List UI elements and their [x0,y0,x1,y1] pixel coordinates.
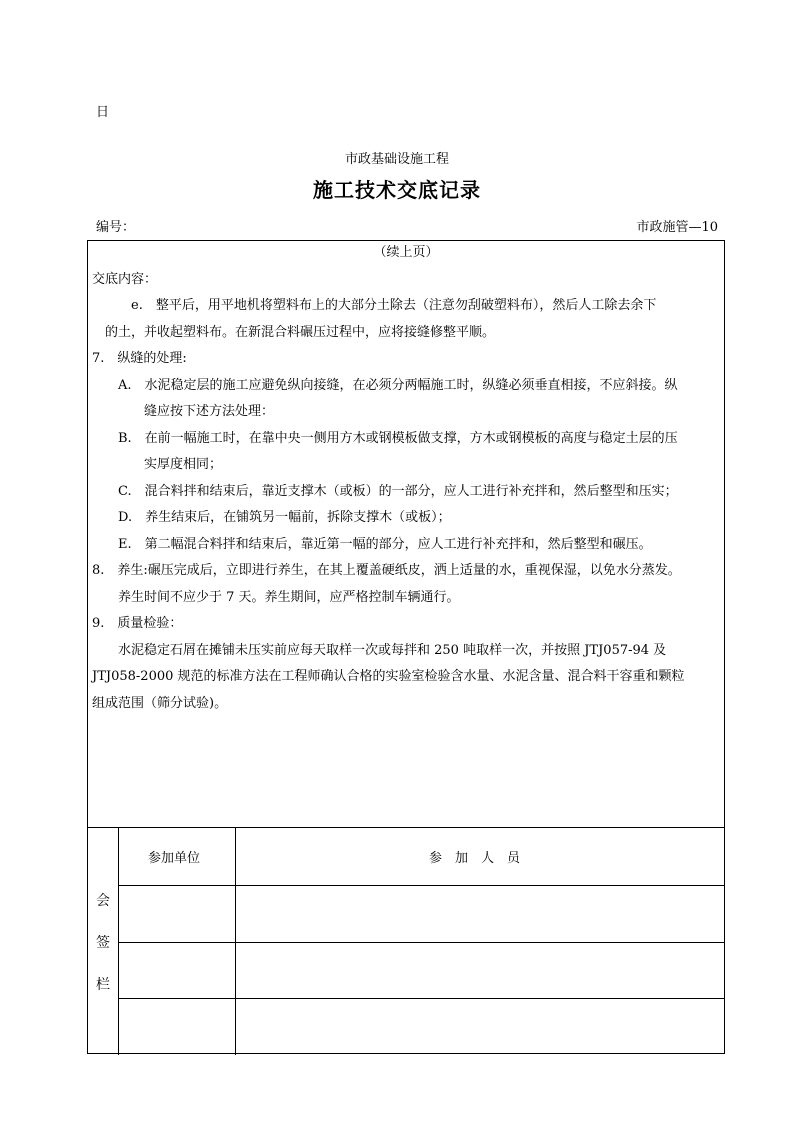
content-label: 交底内容： [92,271,158,287]
content-line: B. 在前一幅施工时，在靠中央一侧用方木或钢模板做支撑，方木或钢模板的高度与稳定土层的压 [92,430,678,446]
continued-note: （续上页） [373,245,439,260]
sign-row-line [118,998,725,999]
content-line: 水泥稳定石屑在摊铺未压实前应每天取样一次或每拌和 250 吨取样一次，并按照 JTJ057-94 及 [92,642,667,658]
document-subtitle: 市政基础设施工程 [344,152,449,167]
content-line: 组成范围（筛分试验)。 [92,695,228,711]
content-line: D. 养生结束后，在铺筑另一幅前，拆除支撑木（或板）； [92,510,451,525]
content-line: 养生时间不应少于 7 天。养生期间，应严格控制车辆通行。 [92,589,460,605]
sign-label-char: 会 [96,893,110,909]
sign-row-line [118,885,725,886]
content-line: 实厚度相同； [92,457,223,472]
content-line: 9. 质量检验： [92,616,183,631]
content-line: e. 整平后，用平地机将塑料布上的大部分土除去（注意勿刮破塑料布），然后人工除去余下 [92,298,657,313]
content-line: 的土，并收起塑料布。在新混合料碾压过程中，应将接缝修整平顺。 [92,324,496,340]
content-line: 8. 养生:碾压完成后，立即进行养生，在其上覆盖硬纸皮，洒上适量的水，重视保湿，以免水分蒸发。 [92,563,681,578]
people-header: 参 加 人 员 [429,851,521,866]
sign-label-char: 签 [96,935,110,951]
sign-label-char: 栏 [96,977,110,993]
content-line: A. 水泥稳定层的施工应避免纵向接缝，在必须分两幅施工时，纵缝必须垂直相接，不应斜接。纵 [92,377,678,393]
sign-off-section [87,827,725,1055]
unit-header: 参加单位 [148,851,201,866]
top-mark: 日 [96,105,110,120]
form-code: 市政施管—10 [636,220,718,235]
number-label: 编号： [96,220,136,235]
document-title: 施工技术交底记录 [313,178,481,202]
disclosure-content [92,240,720,717]
content-line: 7. 纵缝的处理: [92,351,187,366]
content-line: C. 混合料拌和结束后，靠近支撑木（或板）的一部分，应人工进行补充拌和，然后整型和压实； [92,483,678,499]
content-line: 缝应按下述方法处理： [92,404,275,419]
content-line: JTJ058-2000 规范的标准方法在工程师确认合格的实验室检验含水量、水泥含量、混合料干容重和颗粒 [92,669,685,684]
sign-row-line [118,942,725,943]
content-line: E. 第二幅混合料拌和结束后，靠近第一幅的部分，应人工进行补充拌和，然后整型和碾压。 [92,536,652,552]
